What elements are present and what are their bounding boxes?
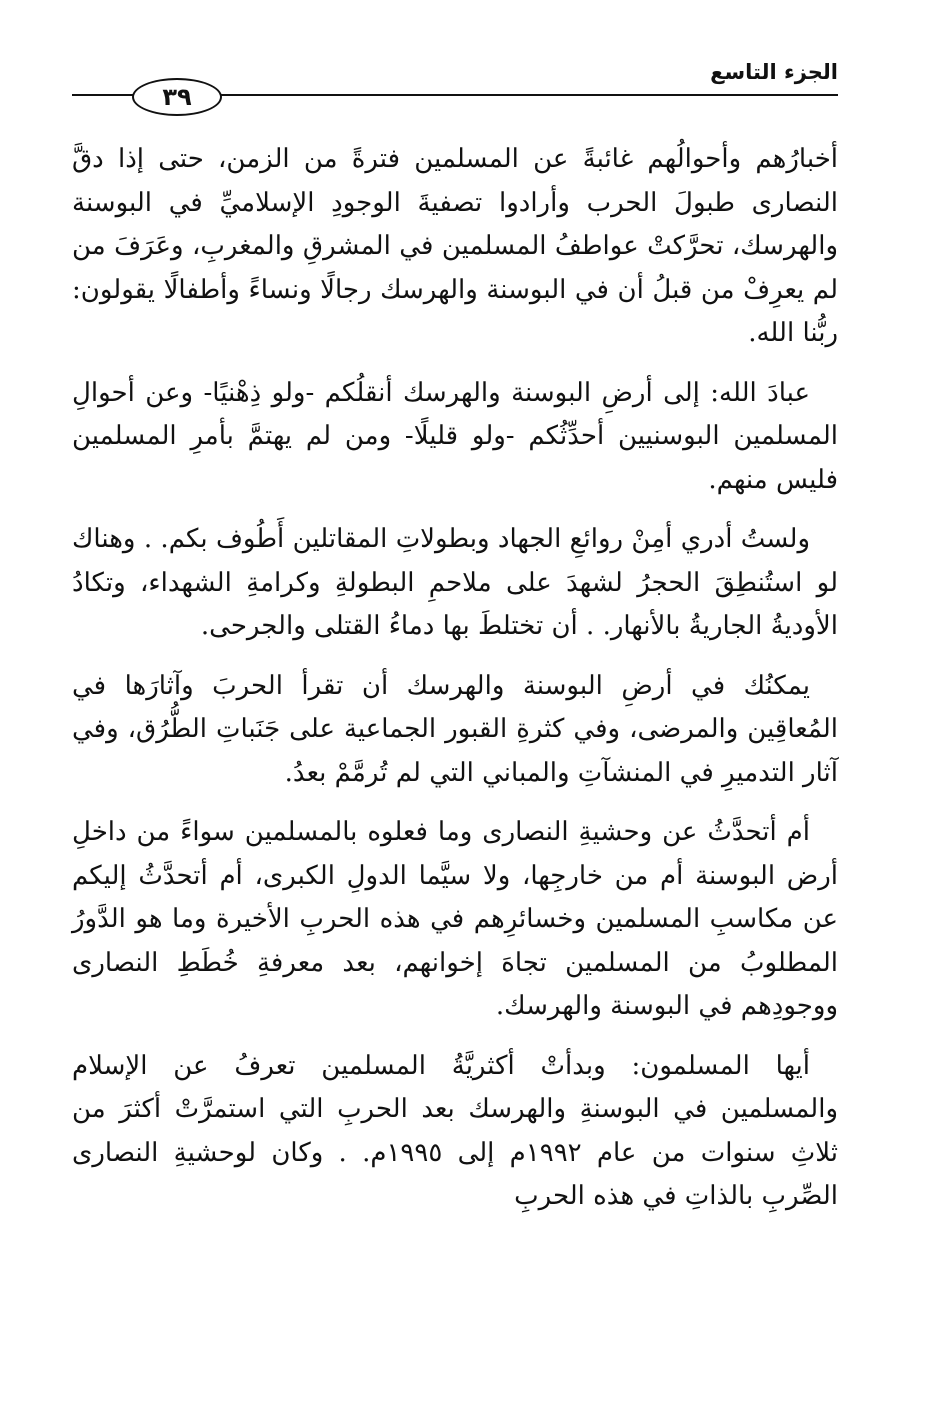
page-header [72,52,838,112]
page-number: ٣٩ [132,78,222,116]
paragraph: عبادَ الله: إلى أرضِ البوسنة والهرسك أنقلُكم -ولو ذِهْنيًا- وعن أحوالِ المسلمين البوسنيين أحدِّثُكم -ولو قليلًا- ومن لم يهتمَّ بأمرِ المسلمين فليس منهم. [72,377,838,495]
paragraph: ولستُ أدري أمِنْ روائعِ الجهاد وبطولاتِ المقاتلين أَطُوف بكم. . وهناك لو استُنطِقَ الحجرُ لشهدَ على ملاحمِ البطولةِ وكرامةِ الشهداء، وتكادُ الأوديةُ الجاريةُ بالأنهار. . أن تختلطَ بها دماءُ القتلى والجرحى. [72,524,838,641]
paragraph: أم أتحدَّثُ عن وحشيةِ النصارى وما فعلوه بالمسلمين سواءً من داخلِ أرض البوسنة أم من خارجِها، ولا سيَّما الدولِ الكبرى، أم أتحدَّثُ إليكم عن مكاسبِ المسلمين وخسائرِهم في هذه الحربِ الأخيرة وما هو الدَّورُ المطلوبُ من المسلمين تجاهَ إخوانهم، بعد معرفةِ خُطَطِ النصارى ووجودِهم في البوسنة والهرسك. [72,817,838,1021]
paragraph: أخبارُهم وأحوالُهم غائبةً عن المسلمين فترةً من الزمن، حتى إذا دقَّ النصارى طبولَ الحرب وأرادوا تصفيةَ الوجودِ الإسلاميِّ في البوسنة والهرسك، تحرَّكتْ عواطفُ المسلمين في المشرقِ والمغربِ، وعَرَفَ من لم يعرِفْ من قبلُ أن في البوسنة والهرسك رجالًا ونساءً وأطفالًا يقولون: ربُّنا الله. [72,144,838,348]
part-title: الجزء التاسع [710,60,838,84]
paragraph: أيها المسلمون: وبدأتْ أكثريَّةُ المسلمين تعرفُ عن الإسلام والمسلمين في البوسنةِ والهرسك بعد الحربِ التي استمرَّتْ أكثرَ من ثلاثِ سنوات من عام ١٩٩٢م إلى ١٩٩٥م. . وكان لوحشيةِ النصارى الصِّربِ بالذاتِ في هذه الحربِ [72,1050,838,1211]
body-text [72,138,838,1235]
paragraph: يمكنُك في أرضِ البوسنة والهرسك أن تقرأ الحربَ وآثارَها في المُعاقِين والمرضى، وفي كثرةِ القبور الجماعية على جَنَباتِ الطُّرُق، وفي آثار التدميرِ في المنشآتِ والمباني التي لم تُرمَّمْ بعدُ. [72,670,838,788]
